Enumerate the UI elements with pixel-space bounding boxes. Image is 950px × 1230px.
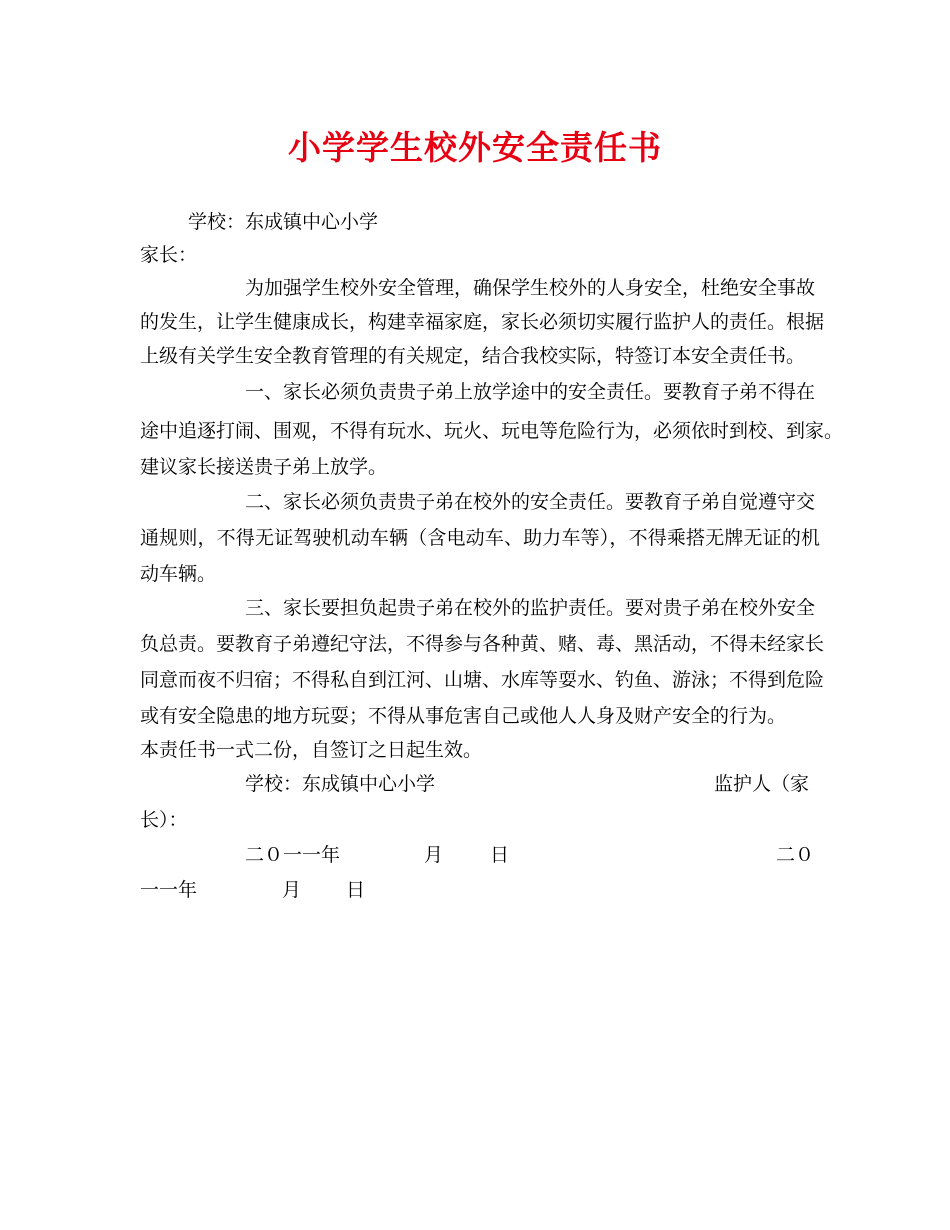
paragraph-line: 本责任书一式二份，自签订之日起生效。 [140, 739, 483, 761]
paragraph-line: 同意而夜不归宿；不得私自到江河、山塘、水库等耍水、钓鱼、游泳；不得到危险 [140, 669, 825, 691]
paragraph-line: 通规则，不得无证驾驶机动车辆（含电动车、助力车等），不得乘搭无牌无证的机 [140, 527, 820, 549]
paragraph-line: 二、家长必须负责贵子弟在校外的安全责任。要教育子弟自觉遵守交 [245, 491, 816, 513]
paragraph-line: 的发生，让学生健康成长，构建幸福家庭，家长必须切实履行监护人的责任。根据 [140, 311, 825, 333]
signature-guardian: 监护人（家 [714, 773, 810, 795]
signature-guardian-cont: 长）： [140, 809, 188, 831]
date-day: 日 [490, 844, 510, 866]
paragraph-line: 为加强学生校外安全管理，确保学生校外的人身安全，杜绝安全事故 [245, 277, 816, 299]
signature-school: 学校：东成镇中心小学 [245, 773, 436, 795]
date-year-cont: 一一年 [140, 879, 198, 901]
paragraph-line: 一、家长必须负责贵子弟上放学途中的安全责任。要教育子弟不得在 [245, 381, 816, 403]
date-year: 二０一一年 [245, 844, 341, 866]
date-year: 二０ [776, 844, 815, 866]
date-day: 日 [346, 879, 366, 901]
paragraph-line: 建议家长接送贵子弟上放学。 [140, 456, 388, 478]
paragraph-line: 负总责。要教育子弟遵纪守法，不得参与各种黄、赌、毒、黑活动，不得未经家长 [140, 633, 825, 655]
parent-line: 家长： [140, 244, 198, 266]
paragraph-line: 三、家长要担负起贵子弟在校外的监护责任。要对贵子弟在校外安全 [245, 597, 816, 619]
paragraph-line: 或有安全隐患的地方玩耍；不得从事危害自己或他人人身及财产安全的行为。 [140, 705, 787, 727]
document-title: 小学学生校外安全责任书 [288, 128, 662, 167]
paragraph-line: 途中追逐打闹、围观，不得有玩水、玩火、玩电等危险行为，必须依时到校、到家。 [140, 420, 844, 442]
paragraph-line: 上级有关学生安全教育管理的有关规定，结合我校实际，特签订本安全责任书。 [140, 345, 806, 367]
date-month: 月 [282, 879, 302, 901]
date-month: 月 [424, 844, 444, 866]
paragraph-line: 动车辆。 [140, 563, 217, 585]
school-line: 学校：东成镇中心小学 [188, 211, 379, 233]
